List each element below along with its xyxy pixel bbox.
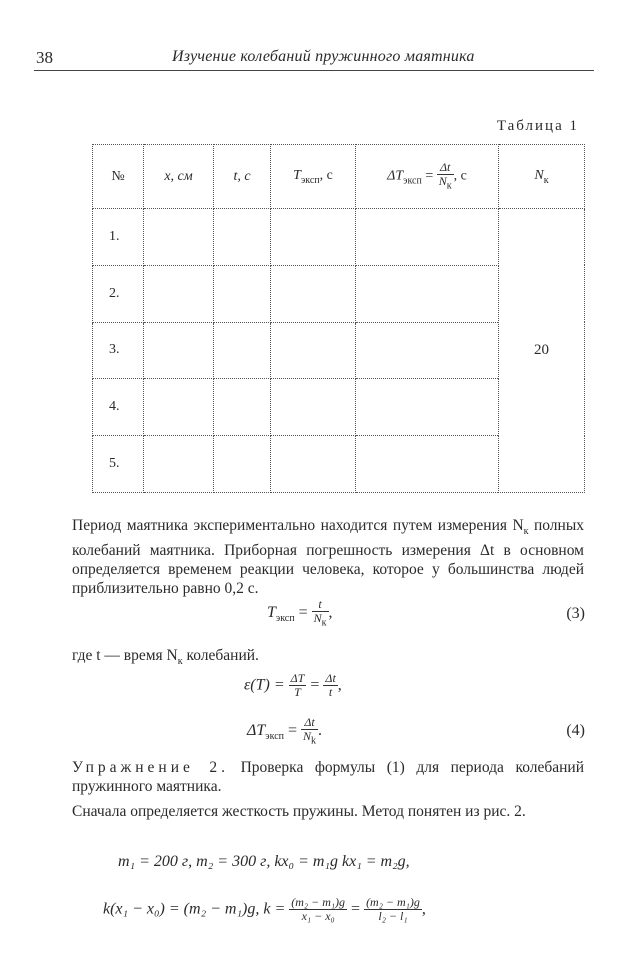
cell-texp-3 bbox=[271, 322, 356, 379]
dt-den-subscript: к bbox=[446, 180, 452, 192]
eps-tail: , bbox=[337, 676, 342, 694]
cell-dt-4 bbox=[356, 379, 499, 436]
where-sub: к bbox=[177, 656, 183, 668]
fk-eq: = bbox=[347, 900, 365, 918]
where-tail: колебаний. bbox=[182, 647, 259, 664]
nk-subscript: к bbox=[543, 174, 549, 186]
cell-t-2 bbox=[214, 265, 271, 322]
running-header-title: Изучение колебаний пружинного маятника bbox=[172, 48, 475, 65]
dt-fraction bbox=[437, 161, 454, 192]
cell-dt-3 bbox=[356, 322, 499, 379]
texp-subscript: эксп bbox=[300, 174, 320, 186]
f3-fraction bbox=[312, 598, 329, 629]
fk-num-2: (m₂ − m₁)g bbox=[366, 895, 420, 909]
eps-num-2: Δt bbox=[325, 671, 336, 685]
equation-number-4: (4) bbox=[566, 722, 585, 739]
cell-x-1 bbox=[144, 209, 214, 266]
row-number-4: 4. bbox=[93, 379, 144, 436]
page-number: 38 bbox=[36, 48, 53, 67]
eps-eq-2: = bbox=[306, 676, 324, 694]
eps-fraction-2 bbox=[323, 672, 337, 699]
f3-lhs: T bbox=[267, 603, 276, 621]
texp-unit: , с bbox=[319, 167, 333, 183]
dt-subscript: эксп bbox=[403, 175, 422, 187]
cell-dt-5 bbox=[356, 436, 499, 493]
cell-x-5 bbox=[144, 436, 214, 493]
f4-num: Δt bbox=[301, 716, 318, 730]
para1-subscript: к bbox=[523, 526, 529, 538]
col-header-texp bbox=[271, 145, 356, 209]
f3-tail: , bbox=[328, 603, 333, 621]
where-text: где t — время N bbox=[72, 647, 178, 664]
formula-masses: m₁ = 200 г, m₂ = 300 г, kx₀ = m₁g kx₁ = m₂g, bbox=[118, 853, 410, 870]
f3-den-sym: N bbox=[313, 611, 322, 626]
f4-tail: . bbox=[318, 721, 323, 739]
method-paragraph: Сначала определяется жесткость пружины. Метод понятен из рис. 2. bbox=[72, 803, 526, 820]
col-header-x: x, см bbox=[144, 145, 214, 209]
eps-den-2: t bbox=[328, 685, 333, 700]
paragraph-period bbox=[72, 516, 584, 598]
cell-t-4 bbox=[214, 379, 271, 436]
exercise-paragraph bbox=[72, 758, 584, 796]
exercise-text: Проверка формулы (1) для периода колебаний пружинного маятника. bbox=[72, 759, 585, 795]
f4-den-sym: N bbox=[303, 729, 312, 744]
fk-fraction-1 bbox=[289, 896, 347, 923]
cell-x-2 bbox=[144, 265, 214, 322]
para1-rest: полных колебаний маятника. Приборная погрешность измерения Δt в основном определяется временем реакции человека, которое у большинства людей приблизительно равно 0,2 с. bbox=[72, 517, 584, 598]
f4-den-sub: k bbox=[311, 735, 317, 747]
cell-t-3 bbox=[214, 322, 271, 379]
eps-den-1: T bbox=[294, 685, 301, 700]
cell-dt-2 bbox=[356, 265, 499, 322]
texp-symbol: T bbox=[293, 167, 301, 183]
dt-fraction-numerator: Δt bbox=[437, 161, 454, 175]
f4-eq: = bbox=[284, 721, 302, 739]
col-header-t: t, с bbox=[214, 145, 271, 209]
col-header-nk bbox=[499, 145, 585, 209]
dt-unit: , с bbox=[453, 168, 467, 184]
data-table bbox=[92, 144, 585, 493]
formula-k bbox=[103, 896, 426, 923]
row-number-1: 1. bbox=[93, 209, 144, 266]
f3-eq: = bbox=[294, 603, 312, 621]
row-number-3: 3. bbox=[93, 322, 144, 379]
dt-fraction-denominator bbox=[437, 175, 454, 191]
eps-fraction-1 bbox=[289, 672, 307, 699]
formula-4 bbox=[247, 716, 322, 747]
cell-x-3 bbox=[144, 322, 214, 379]
table-header-row bbox=[93, 145, 585, 209]
f4-lhs: ΔT bbox=[247, 721, 266, 739]
cell-texp-1 bbox=[271, 209, 356, 266]
eps-num-1: ΔT bbox=[290, 671, 305, 685]
dt-symbol: ΔT bbox=[387, 168, 404, 184]
fk-lhs: k(x₁ − x₀) = (m₂ − m₁)g, k = bbox=[103, 900, 290, 918]
fk-num-1: (m₂ − m₁)g bbox=[291, 895, 346, 909]
equation-number-3: (3) bbox=[566, 605, 585, 622]
f4-fraction bbox=[301, 716, 318, 747]
where-line bbox=[72, 647, 259, 667]
col-header-dtexp bbox=[356, 145, 499, 209]
cell-texp-5 bbox=[271, 436, 356, 493]
f3-lhs-sub: эксп bbox=[275, 613, 295, 625]
nk-symbol: N bbox=[534, 167, 544, 183]
f3-den-sub: к bbox=[321, 617, 327, 629]
f3-den bbox=[312, 612, 329, 628]
cell-texp-4 bbox=[271, 379, 356, 436]
table-caption: Таблица 1 bbox=[496, 118, 579, 134]
fk-fraction-2 bbox=[364, 896, 422, 923]
row-number-2: 2. bbox=[93, 265, 144, 322]
fk-den-2: l₂ − l₁ bbox=[378, 909, 408, 924]
header-divider bbox=[34, 70, 594, 71]
table-row bbox=[93, 209, 585, 266]
formula-epsilon bbox=[244, 672, 342, 699]
exercise-label: Упражнение 2. bbox=[72, 759, 230, 776]
eps-lhs: ε(T) = bbox=[244, 676, 289, 694]
formula-3 bbox=[267, 598, 333, 629]
row-number-5: 5. bbox=[93, 436, 144, 493]
cell-x-4 bbox=[144, 379, 214, 436]
cell-t-5 bbox=[214, 436, 271, 493]
col-header-no: № bbox=[93, 145, 144, 209]
f4-lhs-sub: эксп bbox=[265, 731, 284, 743]
cell-texp-2 bbox=[271, 265, 356, 322]
f4-den bbox=[301, 730, 318, 746]
fk-den-1: x₁ − x₀ bbox=[301, 909, 335, 924]
dt-den-symbol: N bbox=[438, 174, 447, 189]
cell-dt-1 bbox=[356, 209, 499, 266]
fk-tail: , bbox=[421, 900, 426, 918]
cell-t-1 bbox=[214, 209, 271, 266]
dt-equals: = bbox=[421, 168, 437, 184]
nk-value-cell: 20 bbox=[499, 209, 585, 493]
f3-num: t bbox=[312, 598, 329, 612]
para1-start: Период маятника экспериментально находится путем измерения N bbox=[72, 517, 524, 534]
